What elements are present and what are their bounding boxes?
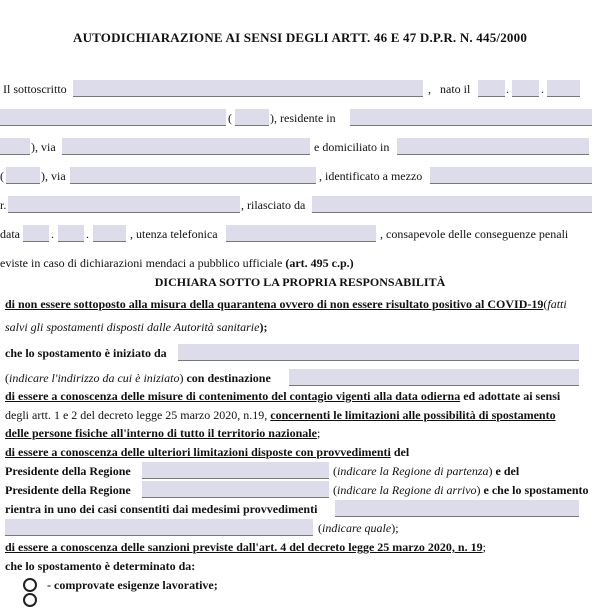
quarantena-main: di non essere sottoposto alla misura della quarantena ovvero di non essere risultato positivo al COVID-19 (5, 297, 544, 311)
dot: . (86, 227, 89, 241)
destinazione-text (5, 368, 271, 388)
domiciliato-label: e domiciliato in (314, 140, 390, 154)
domicilio-province-field[interactable] (6, 167, 40, 184)
documento-field[interactable] (430, 167, 592, 184)
e-del-text: e del (492, 464, 520, 478)
limitazioni-main: di essere a conoscenza delle ulteriori limitazioni disposte con provvedimenti (5, 445, 391, 459)
option-next[interactable] (0, 593, 600, 615)
row-via-identificato (0, 166, 600, 188)
paren: ) (476, 483, 481, 497)
birth-day-field[interactable] (478, 80, 505, 97)
rilascio-month-field[interactable] (58, 225, 84, 242)
numero-prefix: r. (0, 198, 7, 212)
via-residenza-field[interactable] (62, 138, 310, 155)
limitazioni-text (5, 442, 409, 462)
quale-hint: indicare quale (322, 521, 392, 535)
paren: ( (0, 169, 4, 183)
paren: ); (391, 521, 399, 535)
residente-label: ), residente in (270, 111, 336, 125)
artt-a: degli artt. 1 e 2 del decreto legge 25 marzo 2020, n.19, (5, 408, 271, 422)
birthplace-field[interactable] (0, 109, 226, 126)
sanzioni-main: di essere a conoscenza delle sanzioni previste dall'art. 4 del decreto legge 25 marzo 2020, n. 19 (5, 540, 483, 554)
paren: ( (543, 297, 548, 311)
radio-lavorative[interactable] (23, 578, 37, 592)
paren: ) (179, 371, 184, 385)
decl-iniziato (0, 343, 600, 365)
misure-main: di essere a conoscenza delle misure di contenimento del contagio vigenti alla data odierna (5, 389, 461, 403)
quarantena-text (5, 294, 567, 314)
option-lavorative-label: - comprovate esigenze lavorative; (47, 578, 218, 592)
sanzioni-text (5, 537, 486, 557)
row-previste (0, 253, 600, 275)
misure-text (5, 386, 560, 406)
numero-documento-field[interactable] (8, 196, 240, 213)
row-via-domicilio (0, 137, 600, 159)
comma: , (428, 82, 431, 96)
arrivo-text (333, 480, 589, 500)
identificato-label: , identificato a mezzo (319, 169, 423, 183)
birth-month-field[interactable] (512, 80, 539, 97)
via-domicilio-field[interactable] (70, 167, 316, 184)
domicilio-field[interactable] (397, 138, 589, 155)
dot: . (51, 227, 54, 241)
indicare-indirizzo-text: indicare l'indirizzo da cui è iniziato (9, 371, 180, 385)
provvedimento-field[interactable] (335, 500, 579, 517)
origine-field[interactable] (178, 344, 579, 361)
partenza-hint: indicare la Regione di partenza (337, 464, 489, 478)
data-label: data (0, 227, 20, 241)
destinazione-field[interactable] (289, 369, 579, 386)
row-luogo-nascita (0, 108, 600, 130)
previste-text (0, 253, 354, 273)
rilascio-year-field[interactable] (93, 225, 126, 242)
art-495-text: (art. 495 c.p.) (285, 256, 354, 270)
row-sottoscritto (0, 79, 600, 101)
provvedimento-quale-field[interactable] (5, 519, 313, 536)
spostamento-text: e che lo spostamento (480, 483, 589, 497)
arrivo-hint: indicare la Regione di arrivo (337, 483, 477, 497)
document-title: AUTODICHIARAZIONE AI SENSI DEGLI ARTT. 46 E 47 D.P.R. N. 445/2000 (72, 30, 528, 45)
semicolon: ); (259, 320, 268, 334)
artt-text (5, 405, 556, 425)
sottoscritto-label: Il sottoscritto (3, 82, 67, 96)
paren: ) (488, 464, 493, 478)
destinazione-label: con destinazione (183, 371, 271, 385)
paren: ( (318, 521, 322, 535)
nome-field[interactable] (73, 80, 423, 97)
paren: ( (228, 111, 232, 125)
via-label: ), via (31, 140, 56, 154)
persone-main: delle persone fisiche all'interno di tutto il territorio nazionale (5, 426, 317, 440)
presidente-label: Presidente della Regione (5, 483, 131, 497)
partenza-text (333, 461, 519, 481)
row-data-telefono (0, 224, 600, 246)
previste-text-main: eviste in caso di dichiarazioni mendaci a pubblico ufficiale (0, 256, 286, 270)
salvi-text: salvi gli spostamenti disposti dalle Autorità sanitarie (5, 320, 260, 334)
semicolon: ; (316, 426, 321, 440)
utenza-label: , utenza telefonica (130, 227, 218, 241)
dot: . (506, 82, 509, 96)
misure-rest: ed adottate ai sensi (460, 389, 561, 403)
iniziato-label: che lo spostamento è iniziato da (5, 346, 167, 360)
paren: ( (333, 483, 337, 497)
fatti-text: fatti (547, 297, 567, 311)
del-text: del (390, 445, 410, 459)
rilasciato-label: , rilasciato da (241, 198, 306, 212)
rilascio-day-field[interactable] (23, 225, 49, 242)
dichiara-heading: DICHIARA SOTTO LA PROPRIA RESPONSABILITÀ (154, 275, 446, 289)
residenza-province-field[interactable] (0, 138, 30, 155)
nato-label: nato il (440, 82, 471, 96)
quarantena-cont-text (5, 317, 267, 337)
telefono-field[interactable] (226, 225, 376, 242)
birth-province-field[interactable] (235, 109, 269, 126)
residenza-field[interactable] (350, 109, 592, 126)
radio-next[interactable] (23, 593, 37, 607)
decl-quarantena (0, 294, 600, 316)
consapevole-label: , consapevole delle conseguenze penali (380, 227, 569, 241)
dot: . (541, 82, 544, 96)
row-rilasciato (0, 195, 600, 217)
quale-text (318, 518, 399, 538)
persone-text (5, 423, 320, 443)
rientra-label: rientra in uno dei casi consentiti dai medesimi provvedimenti (5, 502, 318, 516)
birth-year-field[interactable] (547, 80, 580, 97)
determinato-label: che lo spostamento è determinato da: (5, 559, 196, 573)
paren: ( (333, 464, 337, 478)
semicolon: ; (482, 540, 486, 554)
decl-quarantena-cont (0, 317, 600, 339)
paren: ( (5, 371, 9, 385)
rilasciato-da-field[interactable] (312, 196, 592, 213)
via-label: ), via (41, 169, 66, 183)
artt-b: concernenti le limitazioni alle possibilità di spostamento (270, 408, 556, 422)
regione-arrivo-field[interactable] (142, 481, 329, 498)
regione-partenza-field[interactable] (142, 462, 329, 479)
presidente-label: Presidente della Regione (5, 464, 131, 478)
